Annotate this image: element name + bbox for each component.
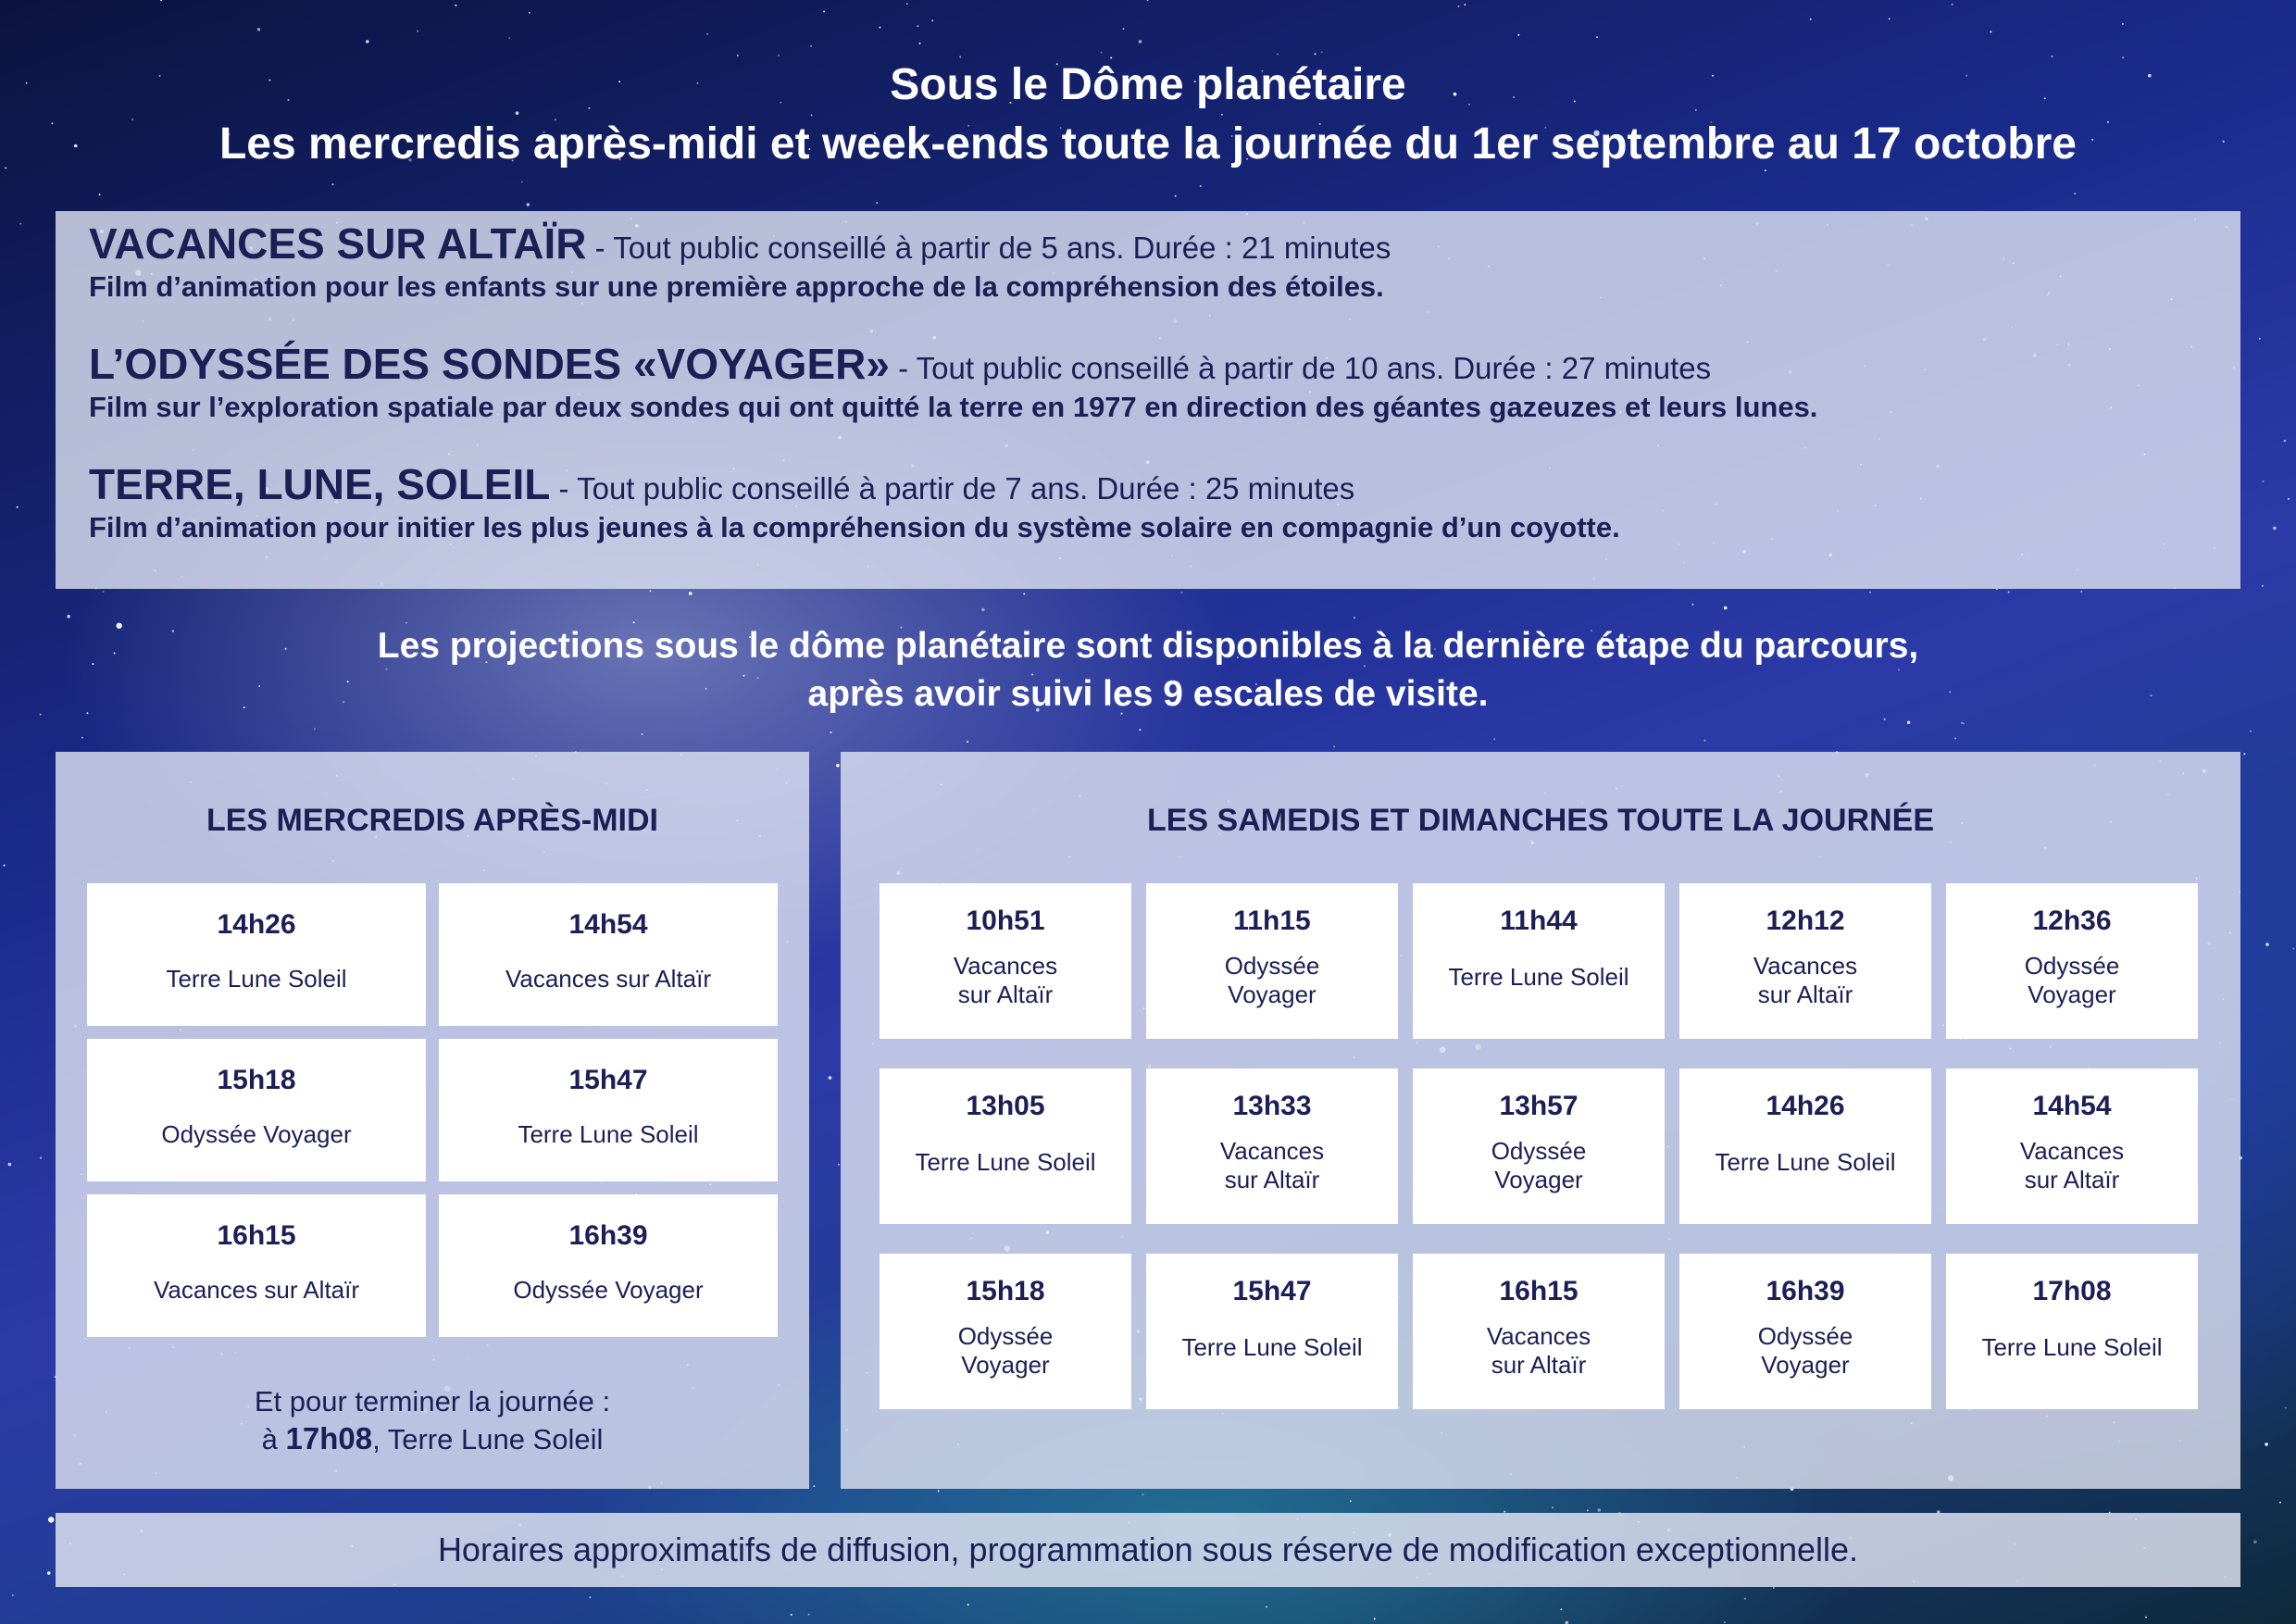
session-film (1946, 952, 2198, 1009)
session-film (1413, 1322, 1665, 1380)
session-card (1679, 1254, 1931, 1409)
film-meta: - Tout public conseillé à partir de 10 ans. Durée : 27 minutes (889, 351, 1712, 385)
session-film-line: Odyssée (1224, 952, 1320, 980)
weekend-title: LES SAMEDIS ET DIMANCHES TOUTE LA JOURNÉE (1146, 803, 1935, 838)
session-film: Terre Lune Soleil (518, 1120, 699, 1148)
closing-session (56, 1383, 809, 1458)
closing-film: , Terre Lune Soleil (372, 1423, 604, 1455)
session-time: 15h18 (966, 1276, 1045, 1306)
session-film (1146, 1137, 1398, 1194)
session-film-line: Odyssée (957, 1322, 1054, 1350)
session-time: 11h15 (1233, 906, 1311, 936)
session-card (1146, 883, 1398, 1039)
session-time: 14h54 (2032, 1091, 2112, 1121)
session-card (880, 1254, 1131, 1409)
session-film-line: Voyager (2028, 981, 2116, 1008)
session-card (439, 883, 778, 1026)
session-film-line: Vacances (1486, 1322, 1591, 1350)
session-time: 14h54 (568, 909, 648, 940)
session-time: 13h05 (966, 1091, 1045, 1121)
film-entry (89, 339, 2207, 424)
page-title: Sous le Dôme planétaire (890, 60, 1406, 109)
session-card (880, 883, 1131, 1039)
session-film (1946, 1137, 2198, 1194)
session-film (880, 952, 1131, 1009)
notice-line: Les projections sous le dôme planétaire sont disponibles à la dernière étape du parcours, (377, 626, 1919, 666)
film-description: Film d’animation pour initier les plus jeunes à la compréhension du système solaire en compagnie d’un coyotte. (89, 511, 1620, 543)
session-film-line: Odyssée (1491, 1137, 1587, 1165)
session-time: 12h36 (2032, 906, 2112, 936)
session-card (1946, 1254, 2198, 1409)
session-time: 10h51 (966, 906, 1045, 936)
session-film-line: sur Altaïr (2024, 1166, 2120, 1193)
session-time: 17h08 (2032, 1276, 2112, 1306)
session-film-line: Voyager (1228, 981, 1316, 1008)
film-title: TERRE, LUNE, SOLEIL (89, 460, 551, 508)
session-card (1679, 883, 1931, 1039)
session-time: 15h47 (568, 1065, 648, 1095)
session-card (1413, 1068, 1665, 1224)
session-film (1413, 963, 1665, 992)
session-film-line: Terre Lune Soleil (1981, 1333, 2163, 1361)
session-card (1146, 1068, 1398, 1224)
film-description: Film sur l’exploration spatiale par deux sondes qui ont quitté la terre en 1977 en direction des géantes gazeuzes et leurs lunes. (89, 391, 1818, 423)
session-film-line: sur Altaïr (957, 981, 1054, 1008)
session-film-line: Vacances (1753, 952, 1858, 980)
session-card (439, 1039, 778, 1181)
wednesday-panel (56, 752, 809, 1489)
film-title: VACANCES SUR ALTAÏR (89, 219, 587, 268)
session-card (87, 883, 426, 1026)
session-card (1413, 1254, 1665, 1409)
session-film-line: Terre Lune Soleil (1181, 1333, 1363, 1361)
wednesday-title: LES MERCREDIS APRÈS-MIDI (206, 803, 658, 838)
film-entry (89, 459, 2207, 544)
closing-detail (56, 1420, 809, 1458)
session-film (1946, 1333, 2198, 1362)
session-card (1413, 883, 1665, 1039)
session-card (1946, 883, 2198, 1039)
closing-prefix: à (261, 1423, 286, 1455)
session-card (1946, 1068, 2198, 1224)
session-film (1146, 1333, 1398, 1362)
session-time: 16h15 (217, 1220, 296, 1251)
session-film-line: Voyager (1494, 1166, 1583, 1193)
page-header (0, 56, 2296, 174)
session-time: 13h33 (1232, 1091, 1312, 1121)
session-time: 16h39 (568, 1220, 648, 1251)
session-film-line: Terre Lune Soleil (915, 1148, 1096, 1176)
session-time: 15h18 (217, 1065, 296, 1095)
session-card (87, 1194, 426, 1337)
session-film-line: Vacances (953, 952, 1058, 980)
session-time: 11h44 (1500, 906, 1578, 936)
films-panel (56, 211, 2240, 589)
session-film-line: Vacances (1219, 1137, 1325, 1165)
film-title: L’ODYSSÉE DES SONDES «VOYAGER» (89, 340, 890, 388)
session-time: 14h26 (217, 909, 296, 940)
session-card (87, 1039, 426, 1181)
footer-disclaimer: Horaires approximatifs de diffusion, programmation sous réserve de modification exceptionnelle. (56, 1513, 2240, 1587)
film-entry (89, 219, 2207, 304)
session-film-line: sur Altaïr (1757, 981, 1853, 1008)
session-card (439, 1194, 778, 1337)
projection-notice (0, 622, 2296, 718)
session-card (1146, 1254, 1398, 1409)
film-meta: - Tout public conseillé à partir de 7 ans. Durée : 25 minutes (550, 471, 1355, 506)
closing-time: 17h08 (285, 1421, 373, 1455)
session-film: Vacances sur Altaïr (153, 1276, 360, 1304)
session-film-line: Voyager (1761, 1351, 1850, 1379)
session-time: 14h26 (1766, 1091, 1845, 1121)
session-time: 12h12 (1766, 906, 1845, 936)
session-film-line: Terre Lune Soleil (1448, 963, 1629, 991)
session-card (880, 1068, 1131, 1224)
session-film: Terre Lune Soleil (166, 965, 347, 993)
session-film (1679, 952, 1931, 1009)
page-subtitle: Les mercredis après-midi et week-ends toute la journée du 1er septembre au 17 octobre (218, 119, 2077, 169)
session-film (1413, 1137, 1665, 1194)
session-film-line: Voyager (961, 1351, 1050, 1379)
session-film: Odyssée Voyager (161, 1120, 352, 1148)
session-film: Vacances sur Altaïr (505, 965, 712, 993)
film-meta: - Tout public conseillé à partir de 5 ans. Durée : 21 minutes (586, 231, 1391, 265)
session-film-line: Terre Lune Soleil (1715, 1148, 1896, 1176)
film-description: Film d’animation pour les enfants sur une première approche de la compréhension des étoiles. (89, 270, 1384, 303)
session-film-line: sur Altaïr (1224, 1166, 1320, 1193)
session-film (1679, 1148, 1931, 1177)
session-film-line: sur Altaïr (1491, 1351, 1587, 1379)
notice-line: après avoir suivi les 9 escales de visite. (807, 674, 1489, 714)
session-time: 13h57 (1499, 1091, 1578, 1121)
session-film (880, 1148, 1131, 1177)
session-film (1146, 952, 1398, 1009)
session-film-line: Odyssée (2024, 952, 2120, 980)
session-film-line: Vacances (2019, 1137, 2125, 1165)
closing-line: Et pour terminer la journée : (254, 1385, 611, 1418)
session-film (880, 1322, 1131, 1380)
weekend-panel (841, 752, 2240, 1489)
session-time: 16h39 (1766, 1276, 1845, 1306)
session-time: 16h15 (1499, 1276, 1578, 1306)
session-film: Odyssée Voyager (513, 1276, 704, 1304)
session-film-line: Odyssée (1757, 1322, 1853, 1350)
session-card (1679, 1068, 1931, 1224)
session-film (1679, 1322, 1931, 1380)
session-time: 15h47 (1232, 1276, 1312, 1306)
